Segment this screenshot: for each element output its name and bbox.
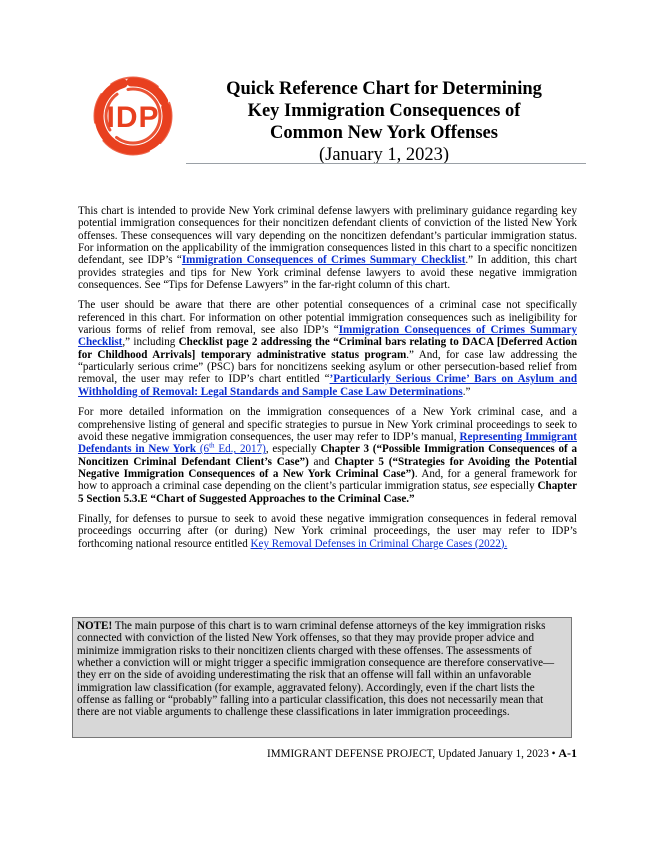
title-line-3: Common New York Offenses bbox=[270, 123, 498, 143]
title-line-1: Quick Reference Chart for Determining bbox=[226, 79, 542, 99]
bold-text: Chapter 5 (“Strategies for Avoiding the Potential Negative Immigration Consequences of a New York Criminal Case”) bbox=[78, 455, 577, 480]
removal-defenses-link[interactable] bbox=[251, 538, 508, 550]
title-line-2: Key Immigration Consequences of bbox=[247, 101, 521, 121]
footer-text: IMMIGRANT DEFENSE PROJECT, Updated January 1, 2023 bbox=[267, 748, 549, 760]
note-text: The main purpose of this chart is to warn criminal defense attorneys of the key immigration risks connected with conviction of the listed New York offenses, so that they may provide proper advice and minimize immigration risks to their noncitizen clients charged with these offenses. The assessments of whether a conviction will or might trigger a specific immigration consequence are therefore conservative—they err on the side of avoiding underestimating the risk that an offense will fall within an unfavorable immigration law classification (for example, aggravated felony). Accordingly, even if the chart lists the offense as falling or “probably” falling into a particular classification, this does not necessarily mean that there are not viable arguments to challenge these classifications in later immigration proceedings. bbox=[77, 620, 555, 719]
paragraph-manual bbox=[78, 406, 577, 505]
bold-text: Checklist page 2 addressing the “Criminal bars relating to DACA [Deferred Action for Childhood Arrivals] temporary administrative status program bbox=[78, 336, 577, 361]
text: , especially bbox=[265, 443, 321, 456]
text: Finally, for defenses to pursue to seek to avoid these negative immigration consequences in federal removal proceedings occurring after (or during) New York criminal proceedings, the user may refer to IDP’s forthcoming national resource entitled bbox=[78, 512, 577, 550]
page-footer bbox=[200, 746, 577, 761]
summary-checklist-link[interactable]: Immigration Consequences of Crimes Summary Checklist bbox=[181, 254, 466, 267]
summary-checklist-link-2[interactable]: Immigration Consequences of Crimes Summary Checklist bbox=[78, 324, 577, 349]
text: .” bbox=[462, 385, 471, 398]
text: . And, for a general framework for how to approach a criminal case depending on the client’s particular immigration status, bbox=[78, 467, 577, 493]
title-divider bbox=[186, 163, 586, 164]
text: .” In addition, this chart provides strategies and tips for New York criminal defense lawyers to avoid these negative immigration consequences. See “Tips for Defense Lawyers” in the far-right column of this chart. bbox=[78, 254, 577, 292]
link-edition: (6 bbox=[196, 443, 210, 456]
link-title: Key Removal Defenses in Criminal Charge Cases bbox=[250, 537, 473, 550]
link-year: (2022). bbox=[472, 537, 508, 550]
page-number: A-1 bbox=[558, 746, 577, 760]
bold-text: Chapter 3 (“Possible Immigration Consequences of a Noncitizen Criminal Defendant Client’s Case”) bbox=[78, 443, 577, 468]
paragraph-removal-defenses bbox=[78, 513, 577, 550]
psc-bars-link[interactable]: ’Particularly Serious Crime’ Bars on Asylum and Withholding of Removal: Legal Standards and Sample Case Law Determinations bbox=[78, 373, 577, 398]
text: The user should be aware that there are other potential consequences of a criminal case not specifically referenced in this chart. For information on other potential immigration consequences such as ineligibility for various forms of relief from removal, see also IDP’s “ bbox=[78, 299, 577, 337]
paragraph-intro bbox=[78, 205, 577, 291]
superscript: th bbox=[209, 441, 215, 450]
page-title bbox=[182, 78, 586, 167]
italic-text: see bbox=[473, 480, 488, 493]
bold-text: Chapter 5 Section 5.3.E “Chart of Suggested Approaches to the Criminal Case.” bbox=[78, 480, 577, 505]
link-title: Representing Immigrant Defendants in New York bbox=[78, 430, 577, 456]
text: This chart is intended to provide New York criminal defense lawyers with preliminary guidance regarding key potential immigration consequences for their noncitizen defendant clients of conviction of the listed New York offenses. These consequences will vary depending on the noncitizen defendant’s particular immigration status. For information on the applicability of the immigration consequences listed in this chart to a specific noncitizen defendant, see IDP’s “ bbox=[78, 205, 577, 267]
note-box bbox=[72, 617, 572, 738]
idp-logo bbox=[93, 76, 173, 156]
text: For more detailed information on the immigration consequences of a New York criminal case, and a comprehensive listing of general and specific strategies to pursue in New York criminal proceedings to seek to avoid these negative immigration consequences, the user may refer to IDP’s manual, bbox=[78, 406, 577, 443]
title-date: (January 1, 2023) bbox=[319, 145, 449, 165]
footer-bullet: • bbox=[551, 748, 556, 760]
link-edition-year: Ed., 2017) bbox=[214, 443, 266, 456]
text: ,” including bbox=[122, 336, 179, 349]
text: especially bbox=[487, 480, 538, 493]
paragraph-other-consequences bbox=[78, 299, 577, 398]
text: and bbox=[308, 455, 335, 468]
note-label: NOTE! bbox=[77, 620, 113, 632]
document-body bbox=[78, 205, 577, 558]
text: .” And, for case law addressing the “particularly serious crime” (PSC) bars for noncitizens seeking asylum or other persecution-based relief from removal, the user may refer to IDP’s chart entitled “ bbox=[78, 348, 577, 386]
logo-text: IDP bbox=[106, 101, 160, 134]
